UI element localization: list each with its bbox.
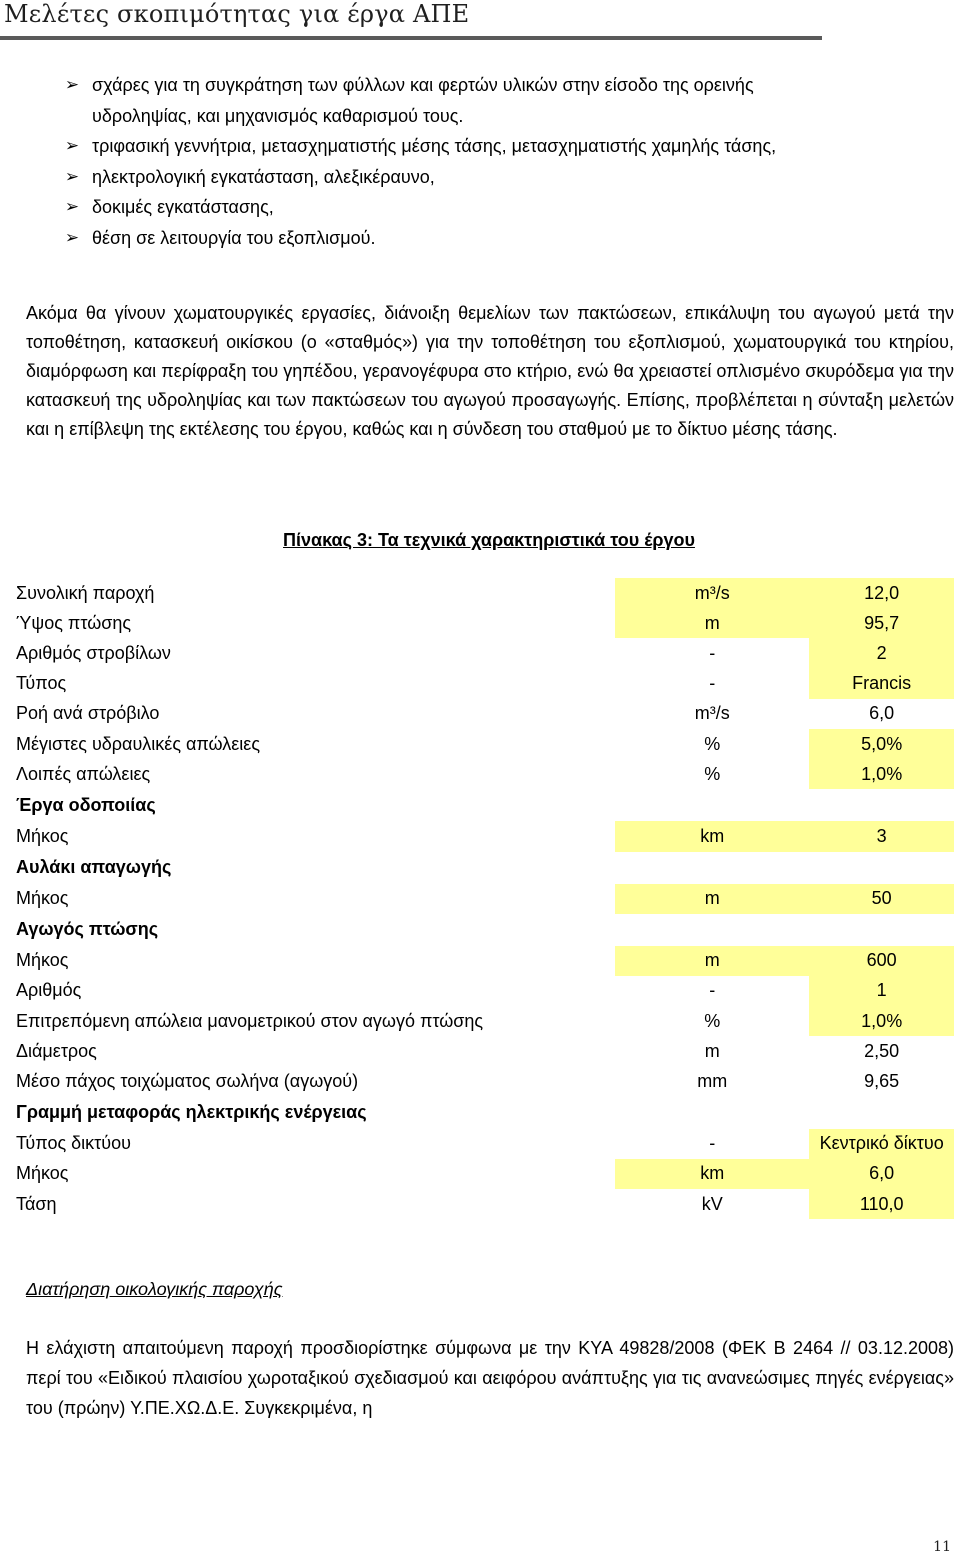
technical-characteristics-table — [10, 578, 954, 1219]
row-label: Μήκος — [16, 1163, 69, 1184]
row-value: 2 — [809, 638, 954, 668]
row-unit: - — [709, 673, 716, 694]
row-value: 6,0 — [809, 1159, 954, 1189]
table-section-row — [10, 852, 954, 884]
table-row — [10, 669, 954, 699]
row-unit: - — [709, 642, 716, 663]
section-heading: Αγωγός πτώσης — [16, 919, 159, 940]
row-label: Μέγιστες υδραυλικές απώλειες — [16, 733, 260, 754]
bullet-text: σχάρες για τη συγκράτηση των φύλλων και φερτών υλικών στην είσοδο της ορεινής — [92, 75, 754, 95]
row-value: 110,0 — [809, 1189, 954, 1219]
row-value: 2,50 — [864, 1040, 900, 1061]
row-value: 95,7 — [809, 608, 954, 638]
row-label: Μήκος — [16, 950, 69, 971]
row-value: 1 — [809, 976, 954, 1006]
row-label: Αριθμός — [16, 980, 82, 1001]
row-value: Francis — [809, 669, 954, 699]
row-unit: km — [615, 821, 809, 851]
table-row — [10, 638, 954, 668]
row-unit: - — [709, 980, 716, 1001]
table-section-row — [10, 1097, 954, 1129]
row-unit: % — [704, 1010, 721, 1031]
row-label: Διάμετρος — [16, 1040, 97, 1061]
table-row — [10, 759, 954, 789]
table-row — [10, 578, 954, 608]
section-heading: Γραμμή μεταφοράς ηλεκτρικής ενέργειας — [16, 1102, 367, 1123]
row-unit: % — [704, 733, 721, 754]
row-unit: m³/s — [615, 578, 809, 608]
row-value: 1,0% — [809, 759, 954, 789]
bullet-text: θέση σε λειτουργία του εξοπλισμού. — [92, 227, 376, 248]
row-value: 600 — [809, 946, 954, 976]
row-label: Μήκος — [16, 825, 69, 846]
arrowhead-bullet-icon: ➢ — [64, 227, 80, 247]
row-unit: % — [704, 763, 721, 784]
table-row — [10, 1036, 954, 1066]
row-value: 3 — [809, 821, 954, 851]
ecological-flow-paragraph: Η ελάχιστη απαιτούμενη παροχή προσδιορίστηκε σύμφωνα με την ΚΥΑ 49828/2008 (ΦΕΚ Β 2464 // 03.12.2008) περί του «Ειδικού πλαισίου χωροταξικού σχεδιασμού και αειφόρου ανάπτυξης για τις ανανεώσιμες πηγές ενέργειας» του (πρώην) Υ.ΠΕ.ΧΩ.Δ.Ε. Συγκεκριμένα, η — [26, 1338, 954, 1418]
row-unit: m — [615, 884, 809, 914]
row-label: Μήκος — [16, 888, 69, 909]
table-row — [10, 1159, 954, 1189]
row-unit: m — [615, 946, 809, 976]
table-row — [10, 884, 954, 914]
row-label: Επιτρεπόμενη απώλεια μανομετρικού στον αγωγό πτώσης — [16, 1010, 484, 1031]
section-heading: Αυλάκι απαγωγής — [16, 857, 172, 877]
header-rule — [0, 36, 822, 40]
subsection-title: Διατήρηση οικολογικής παροχής — [26, 1279, 283, 1299]
bullet-item — [62, 70, 958, 131]
bullet-item — [62, 223, 958, 254]
table-row — [10, 946, 954, 976]
row-unit: m — [615, 608, 809, 638]
row-unit: m — [704, 1040, 720, 1061]
table-section-row — [10, 789, 954, 821]
row-value: 5,0% — [809, 729, 954, 759]
table-caption: Πίνακας 3: Τα τεχνικά χαρακτηριστικά του έργου — [283, 530, 695, 550]
row-value: 12,0 — [809, 578, 954, 608]
page-number: 11 — [933, 1539, 951, 1555]
bullet-text: δοκιμές εγκατάστασης, — [92, 197, 274, 217]
table-row — [10, 1066, 954, 1096]
row-label: Τάση — [16, 1193, 57, 1214]
table-section-row — [10, 914, 954, 946]
arrowhead-bullet-icon: ➢ — [64, 75, 80, 94]
section-heading: Έργα οδοποιίας — [16, 794, 156, 815]
row-unit: mm — [697, 1071, 728, 1092]
row-label: Λοιπές απώλειες — [16, 763, 151, 784]
row-label: Αριθμός στροβίλων — [16, 642, 171, 663]
table-row — [10, 821, 954, 851]
row-value: 6,0 — [869, 703, 895, 724]
row-label: Συνολική παροχή — [16, 582, 155, 603]
row-label: Ύψος πτώσης — [16, 612, 132, 633]
row-label: Μέσο πάχος τοιχώματος σωλήνα (αγωγού) — [16, 1071, 359, 1092]
table-row — [10, 608, 954, 638]
bullet-text: ηλεκτρολογική εγκατάσταση, αλεξικέραυνο, — [92, 166, 435, 187]
row-label: Τύπος — [16, 673, 67, 694]
table-row — [10, 1189, 954, 1219]
works-paragraph: Ακόμα θα γίνουν χωματουργικές εργασίες, διάνοιξη θεμελίων των πακτώσεων, επικάλυψη του αγωγού μετά την τοποθέτηση, κατασκευή οικίσκου (ο «σταθμός») για την τοποθέτηση του εξοπλισμού, χωματουργικά του κτηρίου, διαμόρφωση και περίφραξη του γηπέδου, γερανογέφυρα στο κτήριο, ενώ θα χρειαστεί οπλισμένο σκυρόδεμα για την κατασκευή της υδροληψίας και των πακτώσεων του αγωγού προσαγωγής. Επίσης, προβλέπεται η σύνταξη μελετών και η επίβλεψη της εκτέλεσης του έργου, καθώς και η σύνδεση του σταθμού με το δίκτυο μέσης τάσης. — [26, 303, 954, 439]
page-header — [0, 0, 960, 40]
row-value: Κεντρικό δίκτυο — [809, 1129, 954, 1159]
row-label: Τύπος δικτύου — [16, 1133, 131, 1154]
equipment-bullet-list — [62, 70, 958, 253]
row-value: 1,0% — [809, 1006, 954, 1036]
table-row — [10, 1006, 954, 1036]
bullet-text: τριφασική γεννήτρια, μετασχηματιστής μέσης τάσης, μετασχηματιστής χαμηλής τάσης, — [92, 136, 777, 156]
row-unit: kV — [701, 1193, 723, 1214]
bullet-item — [62, 192, 958, 223]
row-value: 9,65 — [864, 1071, 900, 1092]
arrowhead-bullet-icon: ➢ — [64, 197, 80, 216]
row-unit: km — [615, 1159, 809, 1189]
table-row — [10, 729, 954, 759]
row-value: 50 — [809, 884, 954, 914]
arrowhead-bullet-icon: ➢ — [64, 136, 80, 155]
table-row — [10, 699, 954, 729]
bullet-item — [62, 131, 958, 162]
bullet-text-continuation: υδροληψίας, και μηχανισμός καθαρισμού τους. — [92, 105, 464, 126]
bullet-item — [62, 162, 958, 193]
row-unit: - — [709, 1133, 716, 1154]
arrowhead-bullet-icon: ➢ — [64, 166, 80, 186]
header-title: Μελέτες σκοπιμότητας για έργα ΑΠΕ — [4, 0, 470, 28]
row-unit: m³/s — [694, 703, 730, 724]
table-row — [10, 1129, 954, 1159]
row-label: Ροή ανά στρόβιλο — [16, 703, 160, 724]
table-row — [10, 976, 954, 1006]
